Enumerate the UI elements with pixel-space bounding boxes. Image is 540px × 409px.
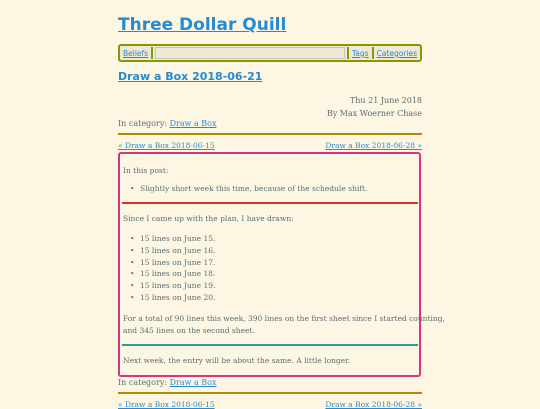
list-item: • 15 lines on June 15. (130, 233, 215, 245)
post-title-link[interactable]: Draw a Box 2018-06-21 (118, 70, 263, 83)
prev-post-link[interactable]: « Draw a Box 2018-06-15 (118, 400, 215, 409)
category-prefix: In category: (118, 378, 170, 387)
total-text-1: For a total of 90 lines this week, 390 lines on the first sheet since I started counting, (123, 314, 445, 323)
list-item: • 15 lines on June 18. (130, 268, 215, 280)
lines-list (130, 233, 215, 304)
next-week-text: Next week, the entry will be about the same. A little longer. (123, 356, 351, 365)
intro-text: Since I came up with the plan, I have drawn: (123, 214, 294, 223)
next-post-link[interactable]: Draw a Box 2018-06-28 » (325, 400, 422, 409)
list-item: • 15 lines on June 16. (130, 245, 215, 257)
nav-separator (151, 47, 153, 59)
nav-categories-link[interactable]: Categories (376, 48, 417, 58)
in-this-post-label: In this post: (123, 166, 169, 175)
category-link[interactable]: Draw a Box (169, 378, 217, 387)
divider-top (118, 133, 422, 135)
list-item: • 15 lines on June 17. (130, 257, 215, 269)
post-content (118, 152, 445, 377)
list-item: • 15 lines on June 20. (130, 292, 215, 304)
site-title-link[interactable]: Three Dollar Quill (118, 15, 287, 35)
category-prefix: In category: (118, 119, 170, 128)
post-author: By Max Woerner Chase (326, 109, 422, 118)
navbar (118, 44, 422, 62)
divider-bottom (118, 392, 422, 394)
prev-post-link[interactable]: « Draw a Box 2018-06-15 (118, 141, 215, 150)
summary-list (130, 183, 367, 195)
post-date: Thu 21 June 2018 (349, 96, 422, 105)
nav-tags-link[interactable]: Tags (351, 48, 369, 58)
nav-search-input[interactable] (155, 47, 345, 59)
category-link[interactable]: Draw a Box (169, 119, 217, 128)
section-divider-red (122, 202, 418, 204)
nav-beliefs-link[interactable]: Beliefs (123, 48, 149, 58)
total-text-2: and 345 lines on the second sheet. (123, 326, 255, 335)
category-line-bottom (118, 378, 217, 387)
post-meta (327, 94, 422, 120)
list-item: • 15 lines on June 19. (130, 280, 215, 292)
category-line-top (118, 119, 217, 128)
section-divider-teal (122, 344, 418, 346)
next-post-link[interactable]: Draw a Box 2018-06-28 » (325, 141, 422, 150)
summary-item: • Slightly short week this time, because of the schedule shift. (130, 183, 367, 195)
